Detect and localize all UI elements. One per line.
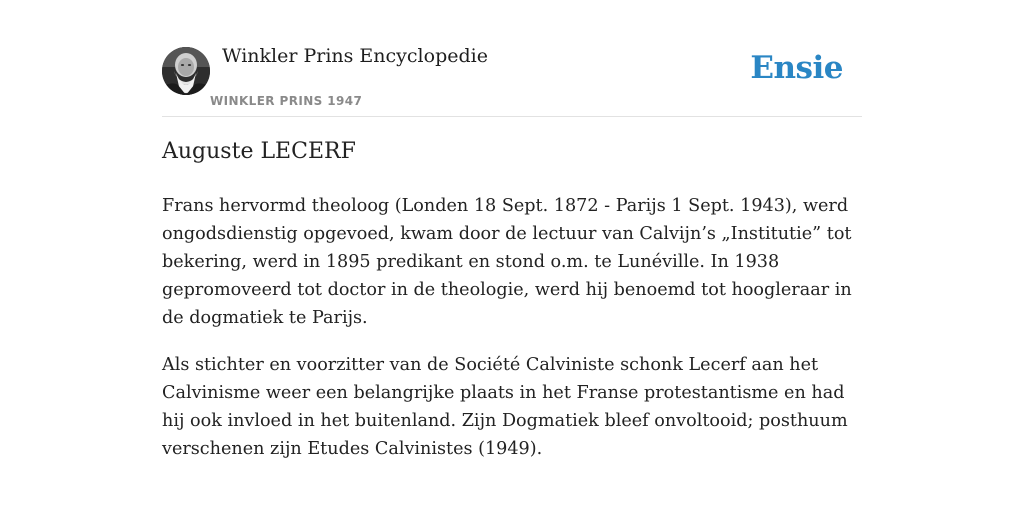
- article-container: [162, 0, 862, 459]
- article-title: Auguste LECERF: [162, 139, 356, 164]
- article-body: [162, 192, 867, 482]
- article-paragraph-2: Als stichter en voorzitter van de Société Calviniste schonk Lecerf aan het Calvinisme weer een belangrijke plaats in het Franse protestantisme en had hij ook invloed in het buitenland. Zijn Dogmatiek bleef onvoltooid; posthuum verschenen zijn Etudes Calvinistes (1949).: [162, 355, 848, 459]
- ensie-logo-link[interactable]: Ensie: [750, 50, 843, 86]
- article-paragraph-1: Frans hervormd theoloog (Londen 18 Sept. 1872 - Parijs 1 Sept. 1943), werd ongodsdienstig opgevoed, kwam door de lectuur van Calvijn’s „Institutie” tot bekering, werd in 1895 predikant en stond o.m. te Lunéville. In 1938 gepromoveerd tot doctor in de theologie, werd hij benoemd tot hoogleraar in de dogmatiek te Parijs.: [162, 196, 852, 328]
- bearded-man-portrait-icon[interactable]: [162, 47, 210, 95]
- source-header: [162, 0, 862, 117]
- source-edition-label: WINKLER PRINS 1947: [210, 94, 363, 108]
- source-title-link[interactable]: Winkler Prins Encyclopedie: [222, 45, 488, 67]
